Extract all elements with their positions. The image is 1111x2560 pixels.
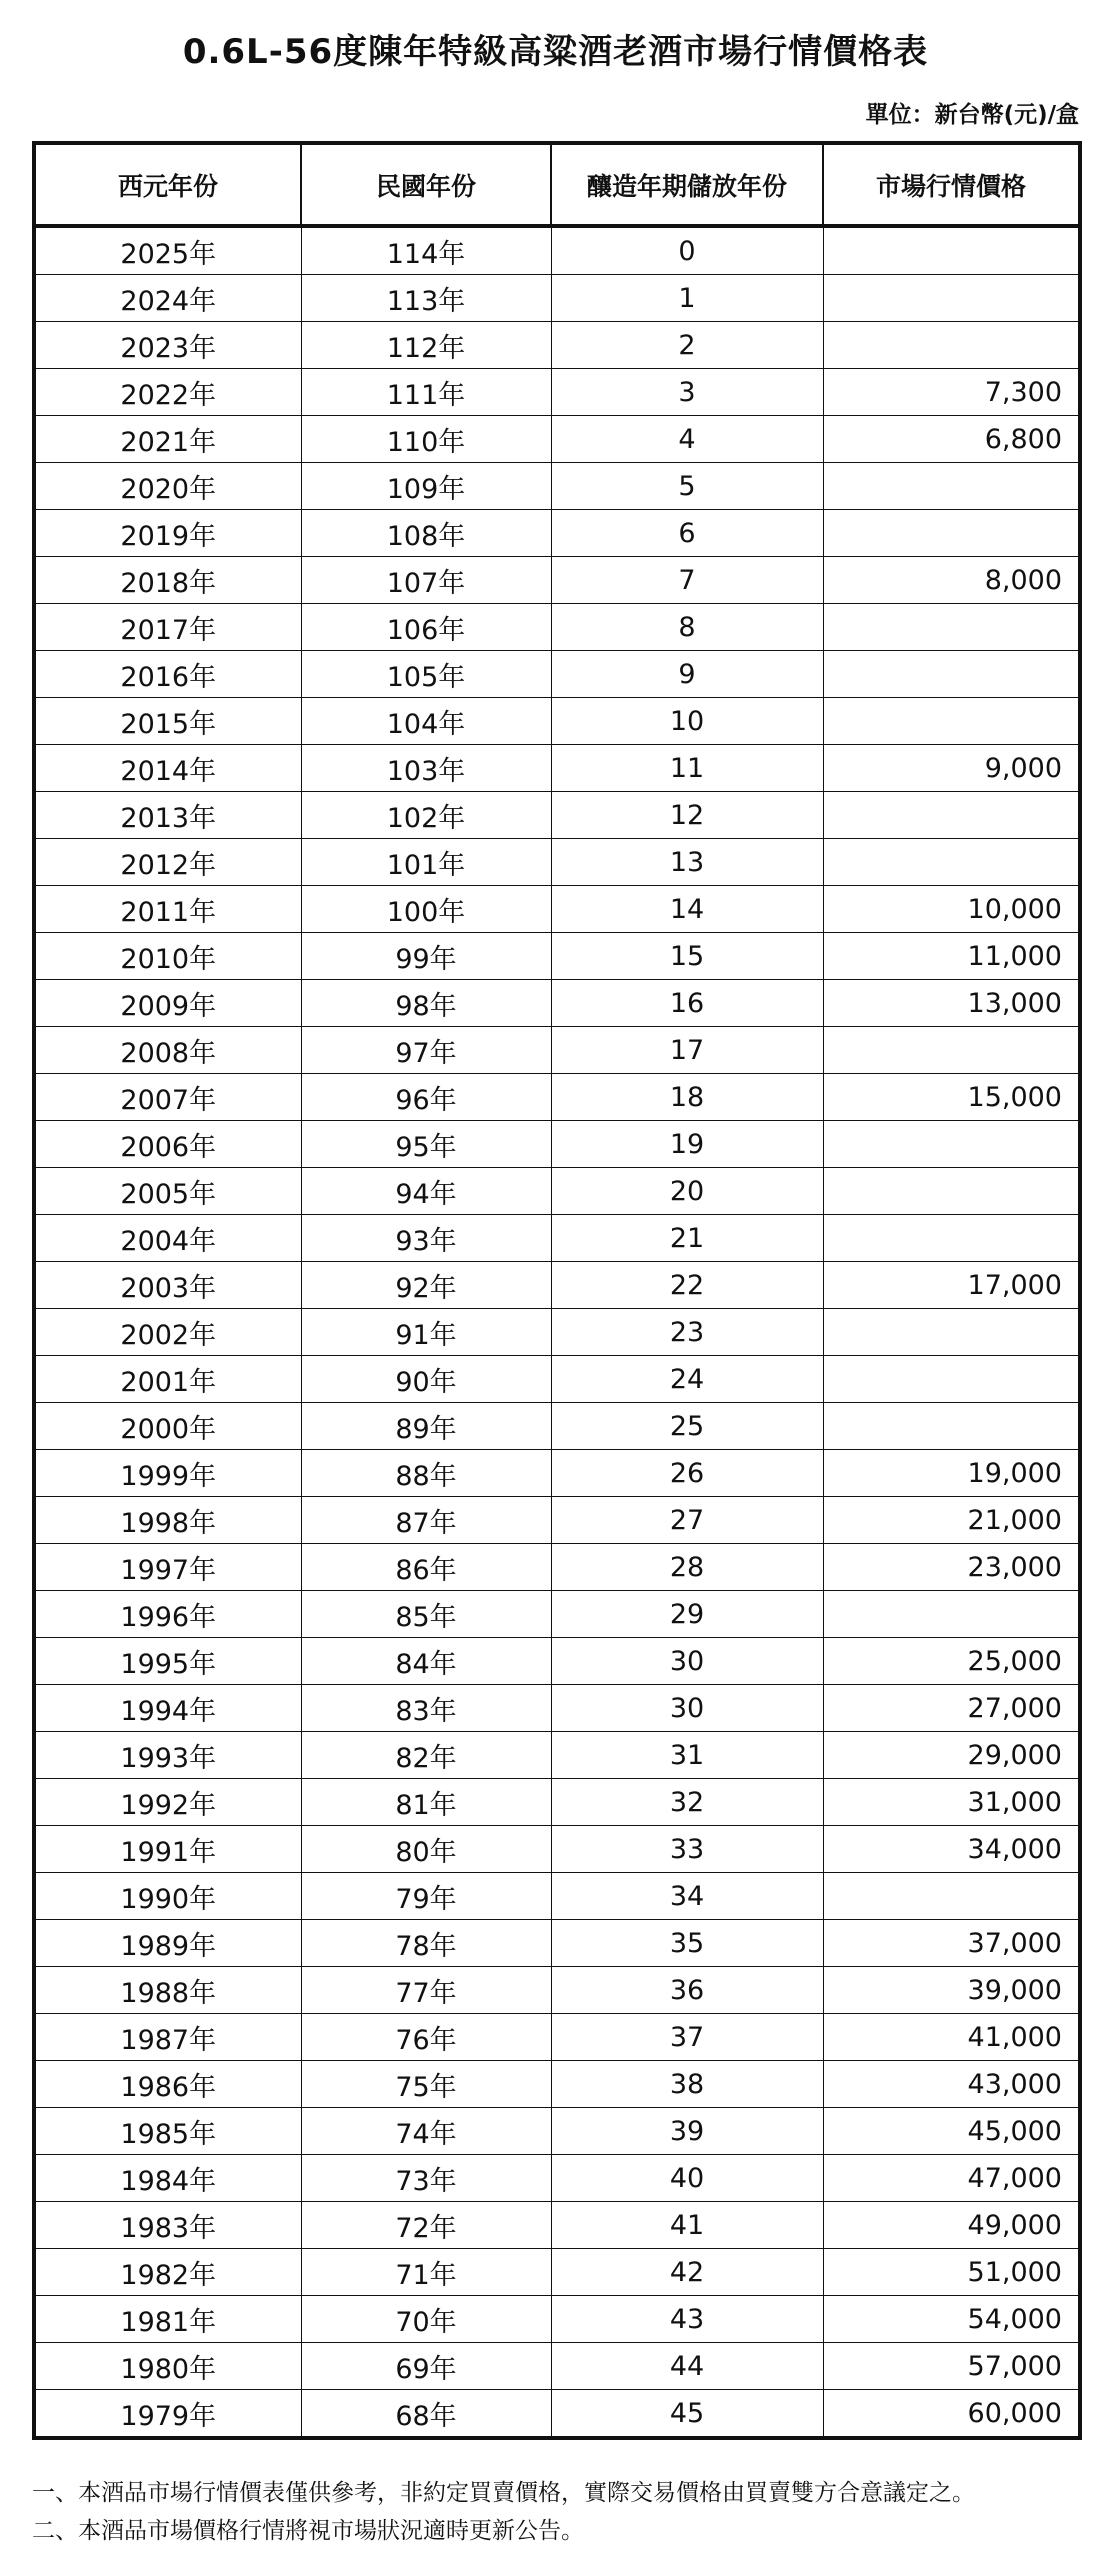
cell-roc-year: 78年 bbox=[301, 1920, 551, 1967]
cell-storage-years: 30 bbox=[551, 1685, 823, 1732]
cell-roc-year: 71年 bbox=[301, 2249, 551, 2296]
cell-roc-year: 108年 bbox=[301, 510, 551, 557]
table-row bbox=[34, 792, 1080, 839]
table-row bbox=[34, 2155, 1080, 2202]
price-table-container bbox=[32, 141, 1078, 2440]
cell-market-price: 60,000 bbox=[823, 2390, 1080, 2439]
cell-roc-year: 87年 bbox=[301, 1497, 551, 1544]
cell-roc-year: 91年 bbox=[301, 1309, 551, 1356]
cell-storage-years: 5 bbox=[551, 463, 823, 510]
cell-roc-year: 77年 bbox=[301, 1967, 551, 2014]
cell-western-year: 2012年 bbox=[34, 839, 301, 886]
cell-roc-year: 106年 bbox=[301, 604, 551, 651]
cell-storage-years: 13 bbox=[551, 839, 823, 886]
cell-storage-years: 27 bbox=[551, 1497, 823, 1544]
cell-storage-years: 28 bbox=[551, 1544, 823, 1591]
cell-roc-year: 88年 bbox=[301, 1450, 551, 1497]
cell-roc-year: 97年 bbox=[301, 1027, 551, 1074]
cell-market-price: 9,000 bbox=[823, 745, 1080, 792]
cell-market-price: 51,000 bbox=[823, 2249, 1080, 2296]
cell-western-year: 2019年 bbox=[34, 510, 301, 557]
cell-market-price: 34,000 bbox=[823, 1826, 1080, 1873]
cell-storage-years: 40 bbox=[551, 2155, 823, 2202]
cell-western-year: 2016年 bbox=[34, 651, 301, 698]
header-storage-years: 釀造年期儲放年份 bbox=[551, 143, 823, 226]
cell-market-price bbox=[823, 839, 1080, 886]
cell-market-price: 8,000 bbox=[823, 557, 1080, 604]
cell-market-price: 41,000 bbox=[823, 2014, 1080, 2061]
cell-roc-year: 93年 bbox=[301, 1215, 551, 1262]
cell-roc-year: 73年 bbox=[301, 2155, 551, 2202]
cell-roc-year: 96年 bbox=[301, 1074, 551, 1121]
cell-western-year: 1988年 bbox=[34, 1967, 301, 2014]
cell-storage-years: 2 bbox=[551, 322, 823, 369]
cell-storage-years: 31 bbox=[551, 1732, 823, 1779]
table-row bbox=[34, 1403, 1080, 1450]
table-row bbox=[34, 745, 1080, 792]
cell-roc-year: 92年 bbox=[301, 1262, 551, 1309]
cell-storage-years: 45 bbox=[551, 2390, 823, 2439]
cell-western-year: 1980年 bbox=[34, 2343, 301, 2390]
cell-storage-years: 39 bbox=[551, 2108, 823, 2155]
cell-market-price: 29,000 bbox=[823, 1732, 1080, 1779]
table-row bbox=[34, 1638, 1080, 1685]
cell-roc-year: 68年 bbox=[301, 2390, 551, 2439]
cell-market-price bbox=[823, 1121, 1080, 1168]
cell-western-year: 1995年 bbox=[34, 1638, 301, 1685]
cell-western-year: 1989年 bbox=[34, 1920, 301, 1967]
table-row bbox=[34, 1356, 1080, 1403]
cell-western-year: 1999年 bbox=[34, 1450, 301, 1497]
table-row bbox=[34, 1215, 1080, 1262]
table-row bbox=[34, 510, 1080, 557]
table-row bbox=[34, 1967, 1080, 2014]
table-row bbox=[34, 1497, 1080, 1544]
cell-roc-year: 100年 bbox=[301, 886, 551, 933]
cell-western-year: 2014年 bbox=[34, 745, 301, 792]
cell-western-year: 2007年 bbox=[34, 1074, 301, 1121]
cell-storage-years: 8 bbox=[551, 604, 823, 651]
cell-market-price bbox=[823, 1027, 1080, 1074]
cell-storage-years: 30 bbox=[551, 1638, 823, 1685]
table-row bbox=[34, 1074, 1080, 1121]
table-row bbox=[34, 2249, 1080, 2296]
cell-western-year: 2011年 bbox=[34, 886, 301, 933]
cell-market-price: 49,000 bbox=[823, 2202, 1080, 2249]
table-row bbox=[34, 1450, 1080, 1497]
footnotes bbox=[32, 2474, 975, 2550]
cell-market-price bbox=[823, 1215, 1080, 1262]
cell-western-year: 2025年 bbox=[34, 226, 301, 275]
cell-western-year: 2010年 bbox=[34, 933, 301, 980]
table-row bbox=[34, 1544, 1080, 1591]
table-row bbox=[34, 2202, 1080, 2249]
cell-western-year: 1997年 bbox=[34, 1544, 301, 1591]
cell-market-price: 21,000 bbox=[823, 1497, 1080, 1544]
cell-western-year: 1979年 bbox=[34, 2390, 301, 2439]
cell-market-price bbox=[823, 1873, 1080, 1920]
table-row bbox=[34, 2296, 1080, 2343]
cell-roc-year: 101年 bbox=[301, 839, 551, 886]
cell-storage-years: 34 bbox=[551, 1873, 823, 1920]
table-row bbox=[34, 933, 1080, 980]
cell-market-price bbox=[823, 226, 1080, 275]
cell-storage-years: 7 bbox=[551, 557, 823, 604]
cell-western-year: 2008年 bbox=[34, 1027, 301, 1074]
cell-market-price: 7,300 bbox=[823, 369, 1080, 416]
table-row bbox=[34, 1262, 1080, 1309]
cell-western-year: 1998年 bbox=[34, 1497, 301, 1544]
table-row bbox=[34, 604, 1080, 651]
table-row bbox=[34, 980, 1080, 1027]
table-row bbox=[34, 1027, 1080, 1074]
cell-market-price: 6,800 bbox=[823, 416, 1080, 463]
cell-western-year: 2018年 bbox=[34, 557, 301, 604]
cell-storage-years: 15 bbox=[551, 933, 823, 980]
cell-roc-year: 112年 bbox=[301, 322, 551, 369]
table-row bbox=[34, 1591, 1080, 1638]
table-row bbox=[34, 2390, 1080, 2439]
table-row bbox=[34, 275, 1080, 322]
cell-roc-year: 99年 bbox=[301, 933, 551, 980]
table-row bbox=[34, 2014, 1080, 2061]
cell-roc-year: 80年 bbox=[301, 1826, 551, 1873]
cell-roc-year: 74年 bbox=[301, 2108, 551, 2155]
cell-western-year: 1982年 bbox=[34, 2249, 301, 2296]
table-row bbox=[34, 557, 1080, 604]
table-row bbox=[34, 1920, 1080, 1967]
cell-roc-year: 70年 bbox=[301, 2296, 551, 2343]
table-row bbox=[34, 2061, 1080, 2108]
cell-market-price bbox=[823, 1591, 1080, 1638]
table-row bbox=[34, 1779, 1080, 1826]
cell-storage-years: 12 bbox=[551, 792, 823, 839]
cell-market-price: 27,000 bbox=[823, 1685, 1080, 1732]
table-row bbox=[34, 2343, 1080, 2390]
cell-roc-year: 95年 bbox=[301, 1121, 551, 1168]
cell-roc-year: 113年 bbox=[301, 275, 551, 322]
table-row bbox=[34, 1685, 1080, 1732]
cell-western-year: 2021年 bbox=[34, 416, 301, 463]
cell-roc-year: 110年 bbox=[301, 416, 551, 463]
cell-storage-years: 17 bbox=[551, 1027, 823, 1074]
cell-storage-years: 18 bbox=[551, 1074, 823, 1121]
table-row bbox=[34, 322, 1080, 369]
cell-western-year: 2022年 bbox=[34, 369, 301, 416]
cell-market-price bbox=[823, 322, 1080, 369]
cell-western-year: 2013年 bbox=[34, 792, 301, 839]
cell-roc-year: 111年 bbox=[301, 369, 551, 416]
cell-western-year: 1993年 bbox=[34, 1732, 301, 1779]
cell-roc-year: 105年 bbox=[301, 651, 551, 698]
cell-western-year: 1991年 bbox=[34, 1826, 301, 1873]
cell-market-price bbox=[823, 698, 1080, 745]
cell-roc-year: 102年 bbox=[301, 792, 551, 839]
cell-storage-years: 16 bbox=[551, 980, 823, 1027]
cell-storage-years: 20 bbox=[551, 1168, 823, 1215]
cell-western-year: 2004年 bbox=[34, 1215, 301, 1262]
cell-storage-years: 24 bbox=[551, 1356, 823, 1403]
table-row bbox=[34, 698, 1080, 745]
cell-storage-years: 10 bbox=[551, 698, 823, 745]
cell-market-price bbox=[823, 651, 1080, 698]
cell-roc-year: 94年 bbox=[301, 1168, 551, 1215]
cell-western-year: 1985年 bbox=[34, 2108, 301, 2155]
cell-market-price: 37,000 bbox=[823, 1920, 1080, 1967]
cell-market-price bbox=[823, 1356, 1080, 1403]
cell-western-year: 1983年 bbox=[34, 2202, 301, 2249]
cell-storage-years: 26 bbox=[551, 1450, 823, 1497]
cell-western-year: 1981年 bbox=[34, 2296, 301, 2343]
cell-storage-years: 0 bbox=[551, 226, 823, 275]
cell-roc-year: 84年 bbox=[301, 1638, 551, 1685]
cell-storage-years: 22 bbox=[551, 1262, 823, 1309]
cell-roc-year: 83年 bbox=[301, 1685, 551, 1732]
table-row bbox=[34, 886, 1080, 933]
cell-storage-years: 32 bbox=[551, 1779, 823, 1826]
cell-western-year: 2024年 bbox=[34, 275, 301, 322]
cell-western-year: 2015年 bbox=[34, 698, 301, 745]
cell-market-price bbox=[823, 463, 1080, 510]
cell-storage-years: 33 bbox=[551, 1826, 823, 1873]
cell-western-year: 2009年 bbox=[34, 980, 301, 1027]
cell-market-price: 47,000 bbox=[823, 2155, 1080, 2202]
page-title: 0.6L-56度陳年特級高粱酒老酒市場行情價格表 bbox=[182, 32, 929, 72]
table-header-row bbox=[34, 143, 1080, 226]
cell-market-price: 23,000 bbox=[823, 1544, 1080, 1591]
table-body bbox=[34, 226, 1080, 2438]
cell-storage-years: 25 bbox=[551, 1403, 823, 1450]
cell-market-price: 10,000 bbox=[823, 886, 1080, 933]
table-row bbox=[34, 226, 1080, 275]
cell-storage-years: 3 bbox=[551, 369, 823, 416]
cell-market-price: 57,000 bbox=[823, 2343, 1080, 2390]
table-row bbox=[34, 416, 1080, 463]
cell-market-price bbox=[823, 604, 1080, 651]
header-western-year: 西元年份 bbox=[34, 143, 301, 226]
cell-roc-year: 107年 bbox=[301, 557, 551, 604]
table-row bbox=[34, 369, 1080, 416]
price-table bbox=[32, 141, 1082, 2440]
cell-storage-years: 37 bbox=[551, 2014, 823, 2061]
cell-western-year: 1987年 bbox=[34, 2014, 301, 2061]
table-row bbox=[34, 651, 1080, 698]
cell-storage-years: 11 bbox=[551, 745, 823, 792]
cell-storage-years: 29 bbox=[551, 1591, 823, 1638]
cell-market-price bbox=[823, 510, 1080, 557]
header-roc-year: 民國年份 bbox=[301, 143, 551, 226]
cell-market-price: 13,000 bbox=[823, 980, 1080, 1027]
footnote-2: 二、本酒品市場價格行情將視市場狀況適時更新公告。 bbox=[32, 2518, 584, 2544]
cell-market-price: 11,000 bbox=[823, 933, 1080, 980]
cell-market-price: 25,000 bbox=[823, 1638, 1080, 1685]
cell-storage-years: 21 bbox=[551, 1215, 823, 1262]
cell-market-price bbox=[823, 275, 1080, 322]
cell-market-price bbox=[823, 1403, 1080, 1450]
cell-western-year: 1984年 bbox=[34, 2155, 301, 2202]
cell-market-price: 15,000 bbox=[823, 1074, 1080, 1121]
cell-storage-years: 42 bbox=[551, 2249, 823, 2296]
cell-roc-year: 81年 bbox=[301, 1779, 551, 1826]
header-market-price: 市場行情價格 bbox=[823, 143, 1080, 226]
table-row bbox=[34, 1168, 1080, 1215]
cell-western-year: 2017年 bbox=[34, 604, 301, 651]
cell-storage-years: 6 bbox=[551, 510, 823, 557]
cell-western-year: 2006年 bbox=[34, 1121, 301, 1168]
cell-roc-year: 85年 bbox=[301, 1591, 551, 1638]
cell-western-year: 1994年 bbox=[34, 1685, 301, 1732]
cell-roc-year: 103年 bbox=[301, 745, 551, 792]
cell-roc-year: 69年 bbox=[301, 2343, 551, 2390]
cell-western-year: 2000年 bbox=[34, 1403, 301, 1450]
cell-market-price: 54,000 bbox=[823, 2296, 1080, 2343]
cell-market-price: 45,000 bbox=[823, 2108, 1080, 2155]
cell-storage-years: 9 bbox=[551, 651, 823, 698]
table-row bbox=[34, 839, 1080, 886]
cell-western-year: 1992年 bbox=[34, 1779, 301, 1826]
currency-unit-label: 單位：新台幣(元)/盒 bbox=[865, 102, 1079, 128]
cell-western-year: 1996年 bbox=[34, 1591, 301, 1638]
cell-storage-years: 4 bbox=[551, 416, 823, 463]
cell-western-year: 2002年 bbox=[34, 1309, 301, 1356]
cell-storage-years: 43 bbox=[551, 2296, 823, 2343]
cell-storage-years: 38 bbox=[551, 2061, 823, 2108]
cell-storage-years: 44 bbox=[551, 2343, 823, 2390]
footnote-1: 一、本酒品市場行情價表僅供參考，非約定買賣價格，實際交易價格由買賣雙方合意議定之。 bbox=[32, 2480, 975, 2506]
cell-western-year: 2005年 bbox=[34, 1168, 301, 1215]
cell-storage-years: 19 bbox=[551, 1121, 823, 1168]
cell-market-price: 39,000 bbox=[823, 1967, 1080, 2014]
table-row bbox=[34, 1121, 1080, 1168]
cell-roc-year: 79年 bbox=[301, 1873, 551, 1920]
cell-storage-years: 1 bbox=[551, 275, 823, 322]
cell-storage-years: 41 bbox=[551, 2202, 823, 2249]
cell-roc-year: 82年 bbox=[301, 1732, 551, 1779]
cell-roc-year: 86年 bbox=[301, 1544, 551, 1591]
table-row bbox=[34, 1309, 1080, 1356]
cell-market-price: 17,000 bbox=[823, 1262, 1080, 1309]
table-row bbox=[34, 2108, 1080, 2155]
cell-western-year: 2003年 bbox=[34, 1262, 301, 1309]
cell-market-price bbox=[823, 792, 1080, 839]
cell-storage-years: 36 bbox=[551, 1967, 823, 2014]
cell-western-year: 2023年 bbox=[34, 322, 301, 369]
cell-market-price: 31,000 bbox=[823, 1779, 1080, 1826]
cell-roc-year: 90年 bbox=[301, 1356, 551, 1403]
cell-market-price: 43,000 bbox=[823, 2061, 1080, 2108]
cell-storage-years: 14 bbox=[551, 886, 823, 933]
cell-market-price: 19,000 bbox=[823, 1450, 1080, 1497]
cell-roc-year: 76年 bbox=[301, 2014, 551, 2061]
cell-roc-year: 109年 bbox=[301, 463, 551, 510]
cell-roc-year: 114年 bbox=[301, 226, 551, 275]
table-row bbox=[34, 463, 1080, 510]
cell-storage-years: 35 bbox=[551, 1920, 823, 1967]
cell-roc-year: 72年 bbox=[301, 2202, 551, 2249]
cell-roc-year: 104年 bbox=[301, 698, 551, 745]
table-row bbox=[34, 1873, 1080, 1920]
table-row bbox=[34, 1732, 1080, 1779]
cell-roc-year: 89年 bbox=[301, 1403, 551, 1450]
cell-western-year: 1986年 bbox=[34, 2061, 301, 2108]
cell-roc-year: 75年 bbox=[301, 2061, 551, 2108]
cell-western-year: 2020年 bbox=[34, 463, 301, 510]
cell-roc-year: 98年 bbox=[301, 980, 551, 1027]
cell-western-year: 2001年 bbox=[34, 1356, 301, 1403]
cell-western-year: 1990年 bbox=[34, 1873, 301, 1920]
cell-market-price bbox=[823, 1168, 1080, 1215]
table-row bbox=[34, 1826, 1080, 1873]
cell-market-price bbox=[823, 1309, 1080, 1356]
cell-storage-years: 23 bbox=[551, 1309, 823, 1356]
